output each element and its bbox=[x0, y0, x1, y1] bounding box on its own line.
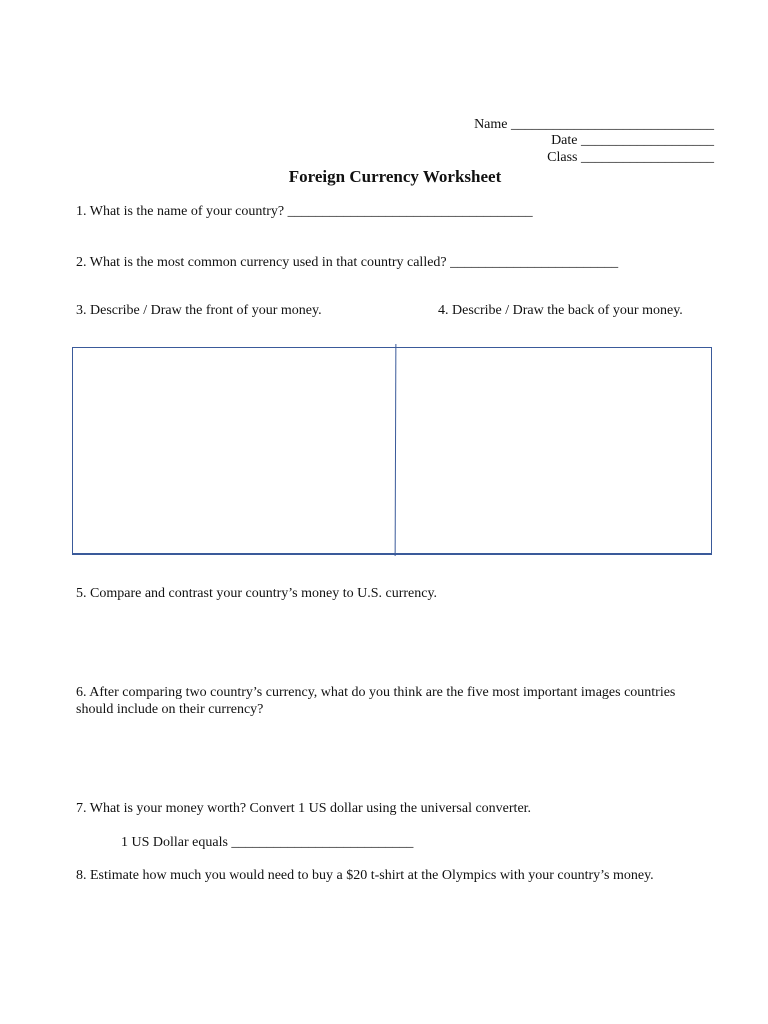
question-3-money-front: 3. Describe / Draw the front of your money. bbox=[76, 303, 322, 318]
date-field[interactable]: Date ___________________ bbox=[551, 133, 714, 148]
page-title: Foreign Currency Worksheet bbox=[288, 167, 502, 186]
question-4-money-back: 4. Describe / Draw the back of your money. bbox=[438, 303, 683, 318]
question-7-money-worth: 7. What is your money worth? Convert 1 US dollar using the universal converter. bbox=[76, 801, 532, 816]
money-box-divider bbox=[395, 344, 397, 556]
money-drawing-box[interactable] bbox=[72, 347, 712, 555]
question-1-country-name: 1. What is the name of your country? ___________________________________ bbox=[76, 204, 533, 219]
class-field[interactable]: Class ___________________ bbox=[547, 150, 714, 165]
question-2-currency-name: 2. What is the most common currency used in that country called? ________________________ bbox=[76, 255, 619, 270]
question-5-compare-contrast: 5. Compare and contrast your country’s money to U.S. currency. bbox=[76, 586, 438, 601]
conversion-field[interactable]: 1 US Dollar equals __________________________ bbox=[121, 835, 414, 850]
question-8-estimate-tshirt: 8. Estimate how much you would need to buy a $20 t-shirt at the Olympics with your country’s money. bbox=[76, 868, 654, 883]
name-field[interactable]: Name _____________________________ bbox=[474, 117, 714, 132]
question-6-important-images: 6. After comparing two country’s currency, what do you think are the five most important images countries should include on their currency? bbox=[76, 685, 676, 717]
